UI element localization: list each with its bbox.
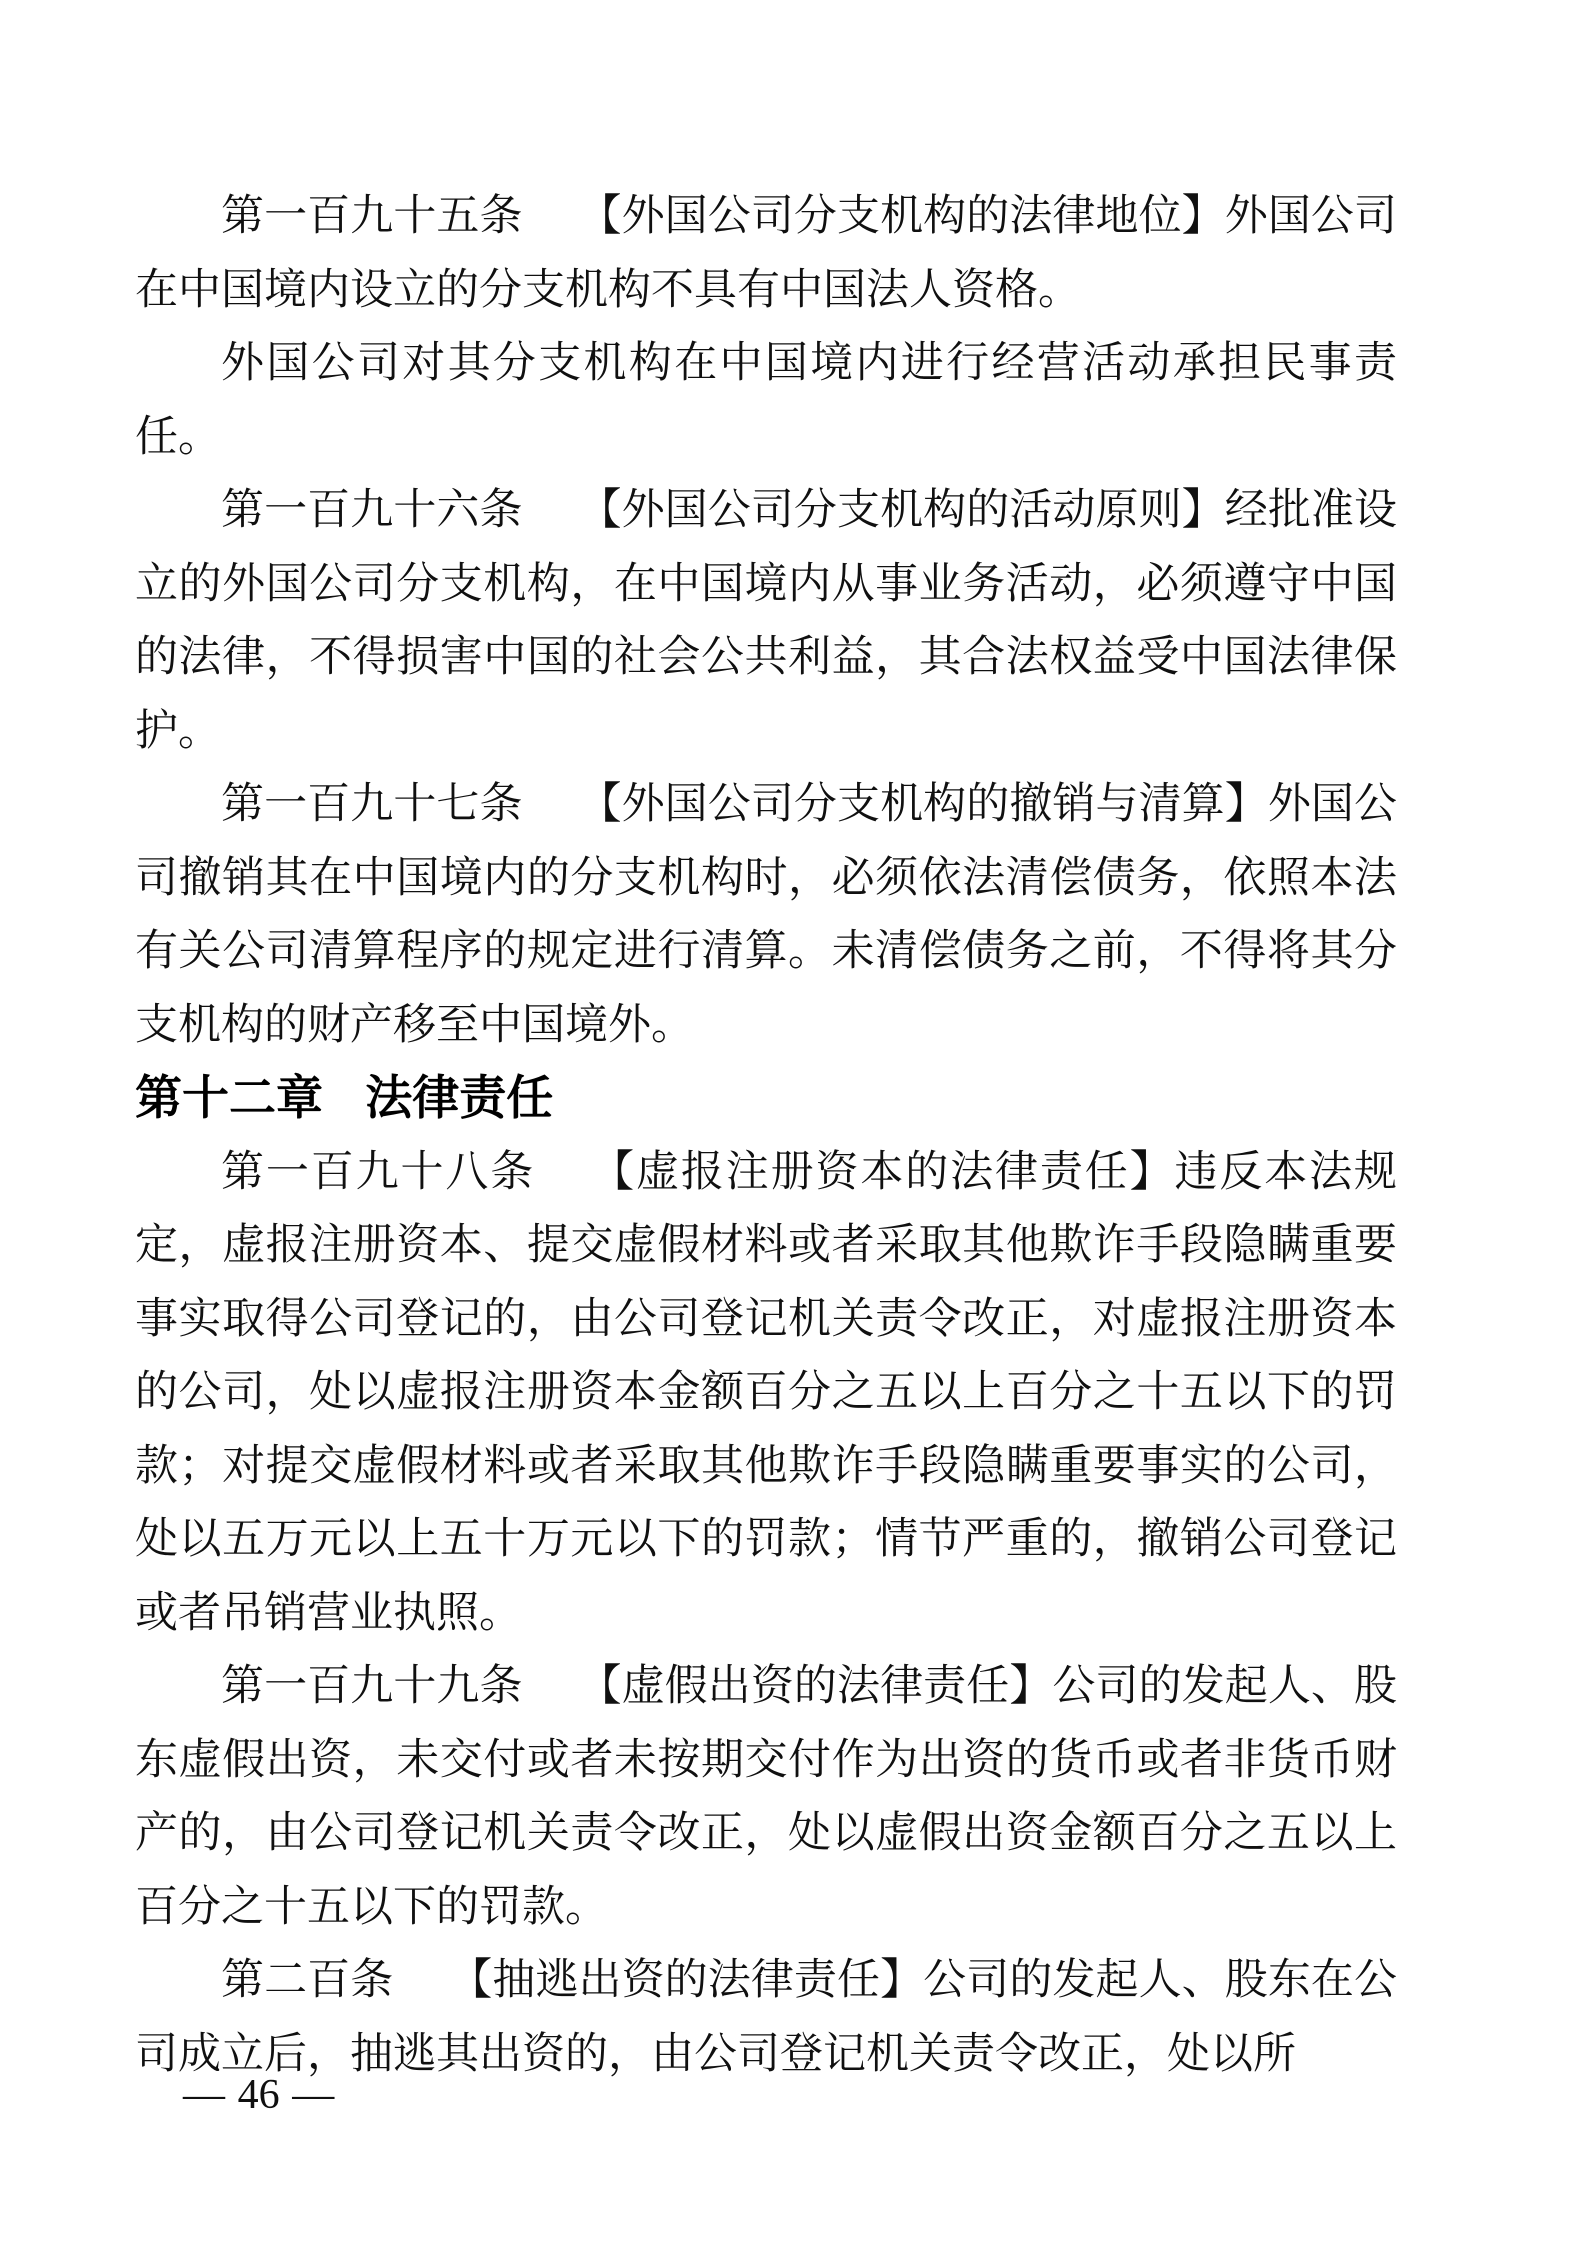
article-text: 公司的发起人、股东虚假出资，未交付或者未按期交付作为出资的货币或者非货币财产的，由公司登记机关责令改正，处以虚假出资金额百分之五以上百分之十五以下的罚款。 [135,1663,1398,1931]
article-number: 第一百九十六条 [221,487,523,534]
article-195-paragraph-2 [135,327,1397,474]
article-title: 【抽逃出资的法律责任】 [449,1957,924,2004]
footer-dash-left: — [183,2072,225,2118]
article-text: 经批准设立的外国公司分支机构，在中国境内从事业务活动，必须遵守中国的法律，不得损害中国的社会公共利益，其合法权益受中国法律保护。 [135,487,1398,755]
article-number: 第一百九十九条 [221,1663,523,1710]
article-200 [135,1944,1397,2091]
chapter-title: 法律责任 [365,1071,554,1126]
article-number: 第一百九十八条 [221,1148,536,1196]
article-title: 【虚报注册资本的法律责任】 [591,1148,1175,1196]
article-title: 【虚假出资的法律责任】 [578,1663,1053,1710]
article-title: 【外国公司分支机构的法律地位】 [578,193,1225,240]
article-number: 第一百九十七条 [221,781,523,828]
chapter-heading [135,1062,1397,1136]
article-text: 外国公司在中国境内设立的分支机构不具有中国法人资格。 [135,193,1398,314]
article-text: 公司的发起人、股东在公司成立后，抽逃其出资的，由公司登记机关责令改正，处以所 [135,1957,1398,2078]
page-number: 46 [237,2072,280,2118]
article-197 [135,768,1397,1062]
article-number: 第一百九十五条 [221,193,523,240]
article-195 [135,180,1397,327]
article-198 [135,1136,1397,1651]
article-text: 外国公司撤销其在中国境内的分支机构时，必须依法清偿债务，依照本法有关公司清算程序的规定进行清算。未清偿债务之前，不得将其分支机构的财产移至中国境外。 [135,781,1398,1049]
page-footer [183,2070,334,2120]
article-title: 【外国公司分支机构的撤销与清算】 [578,781,1268,828]
article-title: 【外国公司分支机构的活动原则】 [578,487,1225,534]
article-number: 第二百条 [221,1957,394,2004]
article-text: 违反本法规定，虚报注册资本、提交虚假材料或者采取其他欺诈手段隐瞒重要事实取得公司登记的，由公司登记机关责令改正，对虚报注册资本的公司，处以虚报注册资本金额百分之五以上百分之十五以下的罚款；对提交虚假材料或者采取其他欺诈手段隐瞒重要事实的公司，处以五万元以上五十万元以下的罚款；情节严重的，撤销公司登记或者吊销营业执照。 [135,1148,1398,1637]
footer-dash-right: — [292,2072,335,2118]
paragraph-text: 外国公司对其分支机构在中国境内进行经营活动承担民事责任。 [135,340,1397,461]
document-body [135,180,1397,2091]
article-196 [135,474,1397,768]
chapter-number: 第十二章 [135,1071,323,1126]
article-199 [135,1650,1397,1944]
